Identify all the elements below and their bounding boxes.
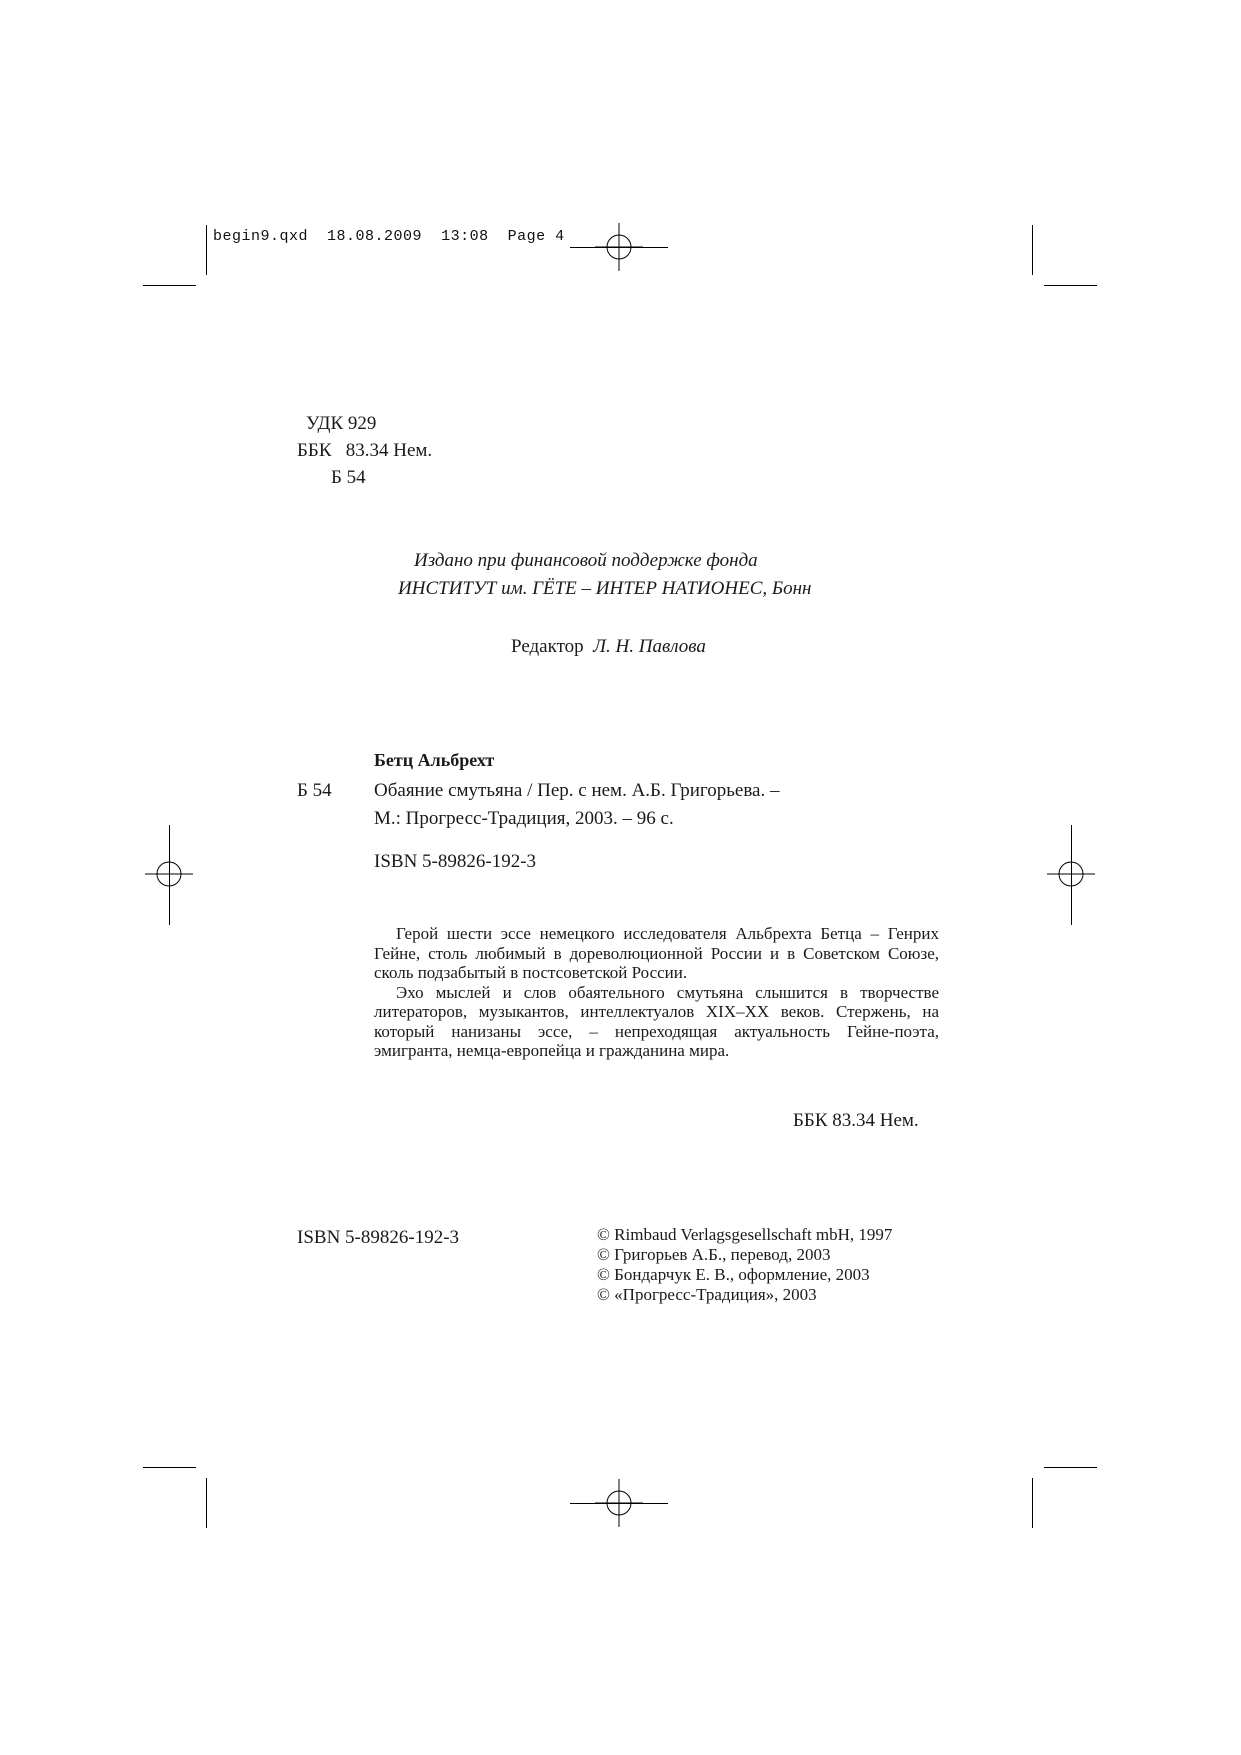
annotation-paragraph: Герой шести эссе немецкого исследователя Альбрехта Бетца – Генрих Гейне, столь любимый в дореволюционной России и в Советском Союзе, сколь подзабытый в постсоветской России. <box>374 924 939 982</box>
slug-page-number: 4 <box>555 228 565 245</box>
support-line-2: ИНСТИТУТ им. ГЁТЕ – ИНТЕР НАТИОНЕС, Бонн <box>398 578 812 599</box>
crop-mark <box>570 247 668 248</box>
editor-label: Редактор <box>511 636 584 657</box>
catalog-title-line-2: М.: Прогресс-Традиция, 2003. – 96 с. <box>374 808 674 829</box>
crop-mark <box>143 285 196 286</box>
support-line-1: Издано при финансовой поддержке фонда <box>414 550 758 571</box>
catalog-mark: Б 54 <box>297 780 332 801</box>
bbk-code: ББК 83.34 Нем. <box>297 440 433 461</box>
crop-mark <box>570 1503 668 1504</box>
annotation-bbk: ББК 83.34 Нем. <box>793 1110 919 1131</box>
slug-file: begin9.qxd <box>213 228 309 245</box>
crop-mark <box>206 225 207 275</box>
crop-mark <box>206 1478 207 1528</box>
crop-mark <box>1071 825 1072 925</box>
slug-date: 18.08.2009 <box>327 228 423 245</box>
slug-time: 13:08 <box>441 228 489 245</box>
crop-mark <box>1032 1478 1033 1528</box>
crop-mark <box>169 825 170 925</box>
copyright-line: © «Прогресс-Традиция», 2003 <box>597 1285 817 1304</box>
crop-mark <box>1044 285 1097 286</box>
annotation <box>374 924 939 1061</box>
copyright-line: © Бондарчук Е. В., оформление, 2003 <box>597 1265 870 1284</box>
copyright-line: © Rimbaud Verlagsgesellschaft mbH, 1997 <box>597 1225 893 1244</box>
annotation-paragraph: Эхо мыслей и слов обаятельного смутьяна слышится в творчестве литераторов, музыкантов, интеллектуалов XIX–XX веков. Стержень, на который нанизаны эссе, – непреходящая актуальность Гейне-поэта, эмигранта, немца-европейца и гражданина мира. <box>374 982 939 1060</box>
crop-mark <box>1044 1467 1097 1468</box>
catalog-title-line-1: Обаяние смутьяна / Пер. с нем. А.Б. Григорьева. – <box>374 780 780 801</box>
author-mark: Б 54 <box>331 467 366 488</box>
catalog-isbn: ISBN 5-89826-192-3 <box>374 851 537 872</box>
editor-name: Л. Н. Павлова <box>593 636 706 657</box>
editor-credit <box>511 633 706 661</box>
slug-line <box>213 228 565 245</box>
slug-page-label: Page <box>507 228 546 245</box>
footer-isbn: ISBN 5-89826-192-3 <box>297 1227 460 1248</box>
crop-mark <box>1032 225 1033 275</box>
copyright-block <box>597 1225 892 1305</box>
crop-mark <box>143 1467 196 1468</box>
copyright-line: © Григорьев А.Б., перевод, 2003 <box>597 1245 831 1264</box>
udk-code: УДК 929 <box>306 413 377 434</box>
catalog-author: Бетц Альбрехт <box>374 750 495 770</box>
